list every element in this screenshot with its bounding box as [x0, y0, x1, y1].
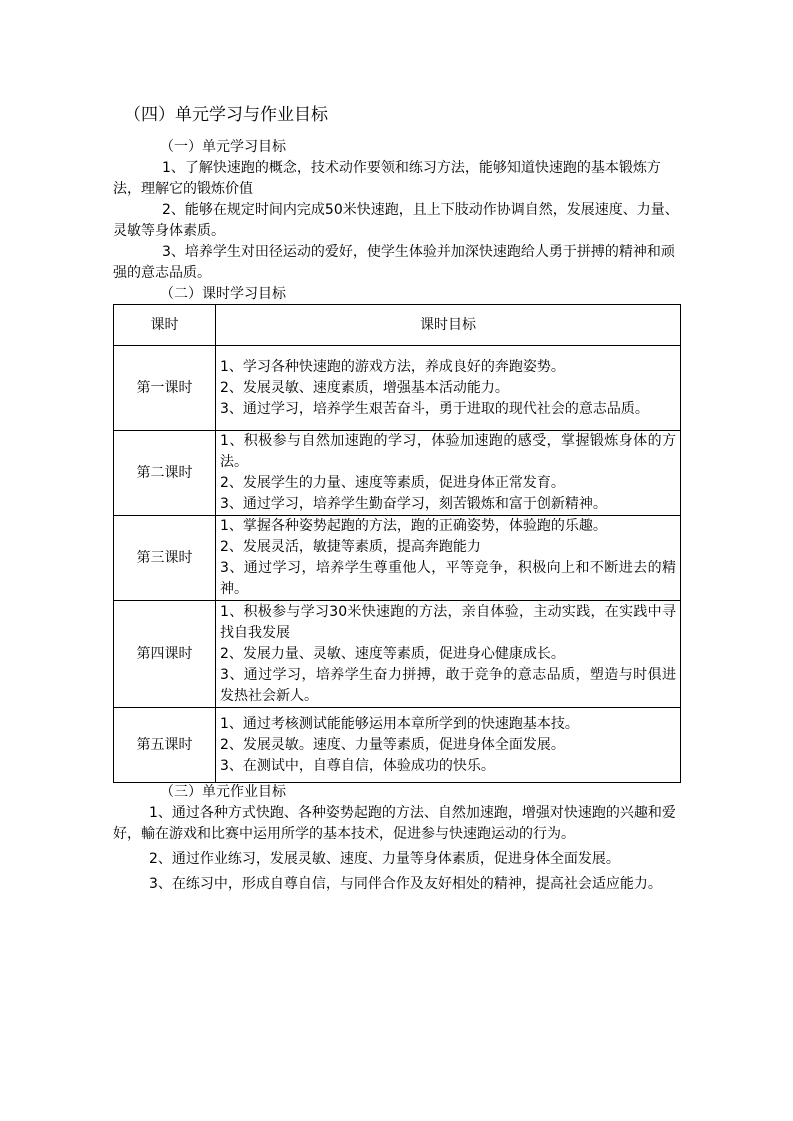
unit-homework-item: 2、通过作业练习，发展灵敏、速度、力量等身体素质，促进身体全面发展。 [149, 851, 620, 867]
goals-cell [216, 516, 681, 601]
goals-cell [216, 346, 681, 431]
lesson-cell: 第三课时 [114, 516, 216, 601]
lesson-cell: 第五课时 [114, 708, 216, 783]
unit-learning-item: 3、培养学生对田径运动的爱好，使学生体验并加深快速跑给人勇于拼搏的精神和顽强的意志品质。 [113, 244, 675, 281]
lesson-goals-table [113, 304, 681, 783]
goal-line: 1、通过考核测试能能够运用本章所学到的快速跑基本技。 [220, 715, 579, 732]
header-lesson: 课时 [114, 305, 216, 346]
table-row [114, 516, 681, 601]
unit-learning-item: 1、了解快速跑的概念，技术动作要领和练习方法，能够知道快速跑的基本锻炼方法，理解它的锻炼价值 [113, 160, 661, 197]
table-row [114, 601, 681, 708]
lesson-cell: 第四课时 [114, 601, 216, 708]
unit-learning-goals [113, 137, 679, 284]
lesson-learning-title: （二）课时学习目标 [160, 286, 286, 302]
lesson-cell: 第二课时 [114, 431, 216, 516]
goals-cell [216, 708, 681, 783]
unit-homework-goals [113, 782, 679, 895]
goal-line: 2、发展灵敏、速度素质，增强基本活动能力。 [220, 379, 509, 396]
goal-line: 2、发展力量、灵敏、速度等素质，促进身心健康成长。 [220, 645, 565, 662]
goals-cell [216, 601, 681, 708]
goal-line: 2、发展灵敏。速度、力量等素质，促进身体全面发展。 [220, 736, 565, 753]
lesson-cell: 第一课时 [114, 346, 216, 431]
unit-homework-item: 3、在练习中，形成自尊自信，与同伴合作及友好相处的精神，提高社会适应能力。 [149, 876, 662, 892]
goal-line: 3、通过学习，培养学生勤奋学习，刻苦锻炼和富于创新精神。 [220, 496, 607, 512]
table-row [114, 346, 681, 431]
goal-line: 1、学习各种快速跑的游戏方法，养成良好的奔跑姿势。 [220, 358, 565, 375]
unit-homework-item: 1、通过各种方式快跑、各种姿势起跑的方法、自然加速跑，增强对快速跑的兴趣和爱好，輸在游戏和比赛中运用所学的基本技术，促进参与快速跑运动的行为。 [113, 805, 676, 842]
table-header-row [114, 305, 681, 346]
goal-line: 1、掌握各种姿势起跑的方法，跑的正确姿势，体验跑的乐趣。 [220, 518, 607, 534]
goal-line: 1、积极参与自然加速跑的学习，体验加速跑的感受，掌握锻炼身体的方法。 [220, 433, 676, 470]
goals-cell [216, 431, 681, 516]
goal-line: 3、在测试中，自尊自信，体验成功的快乐。 [220, 757, 495, 774]
section-heading: （四）单元学习与作业目标 [124, 105, 328, 125]
unit-learning-title: （一）单元学习目标 [160, 139, 286, 155]
unit-homework-title: （三）单元作业目标 [160, 784, 286, 800]
goal-line: 2、发展灵活，敏捷等素质，提高奔跑能力 [220, 539, 481, 555]
table-row [114, 431, 681, 516]
goal-line: 3、通过学习，培养学生尊重他人，平等竞争，积极向上和不断进去的精神。 [220, 560, 676, 597]
goal-line: 3、通过学习，培养学生奋力拼搏，敢于竞争的意志品质，塑造与时俱进发热社会新人。 [220, 666, 676, 704]
header-goals: 课时目标 [216, 305, 681, 346]
table-row [114, 708, 681, 783]
goal-line: 2、发展学生的力量、速度等素质，促进身体正常发育。 [220, 475, 565, 491]
goal-line: 1、积极参与学习30米快速跑的方法，亲自体验，主动实践，在实践中寻找自我发展 [220, 603, 676, 641]
unit-learning-item: 2、能够在规定时间内完成50米快速跑，且上下肢动作协调自然，发展速度、力量、灵敏等身体素质。 [113, 202, 679, 239]
goal-line: 3、通过学习，培养学生艰苦奋斗，勇于进取的现代社会的意志品质。 [220, 400, 649, 417]
